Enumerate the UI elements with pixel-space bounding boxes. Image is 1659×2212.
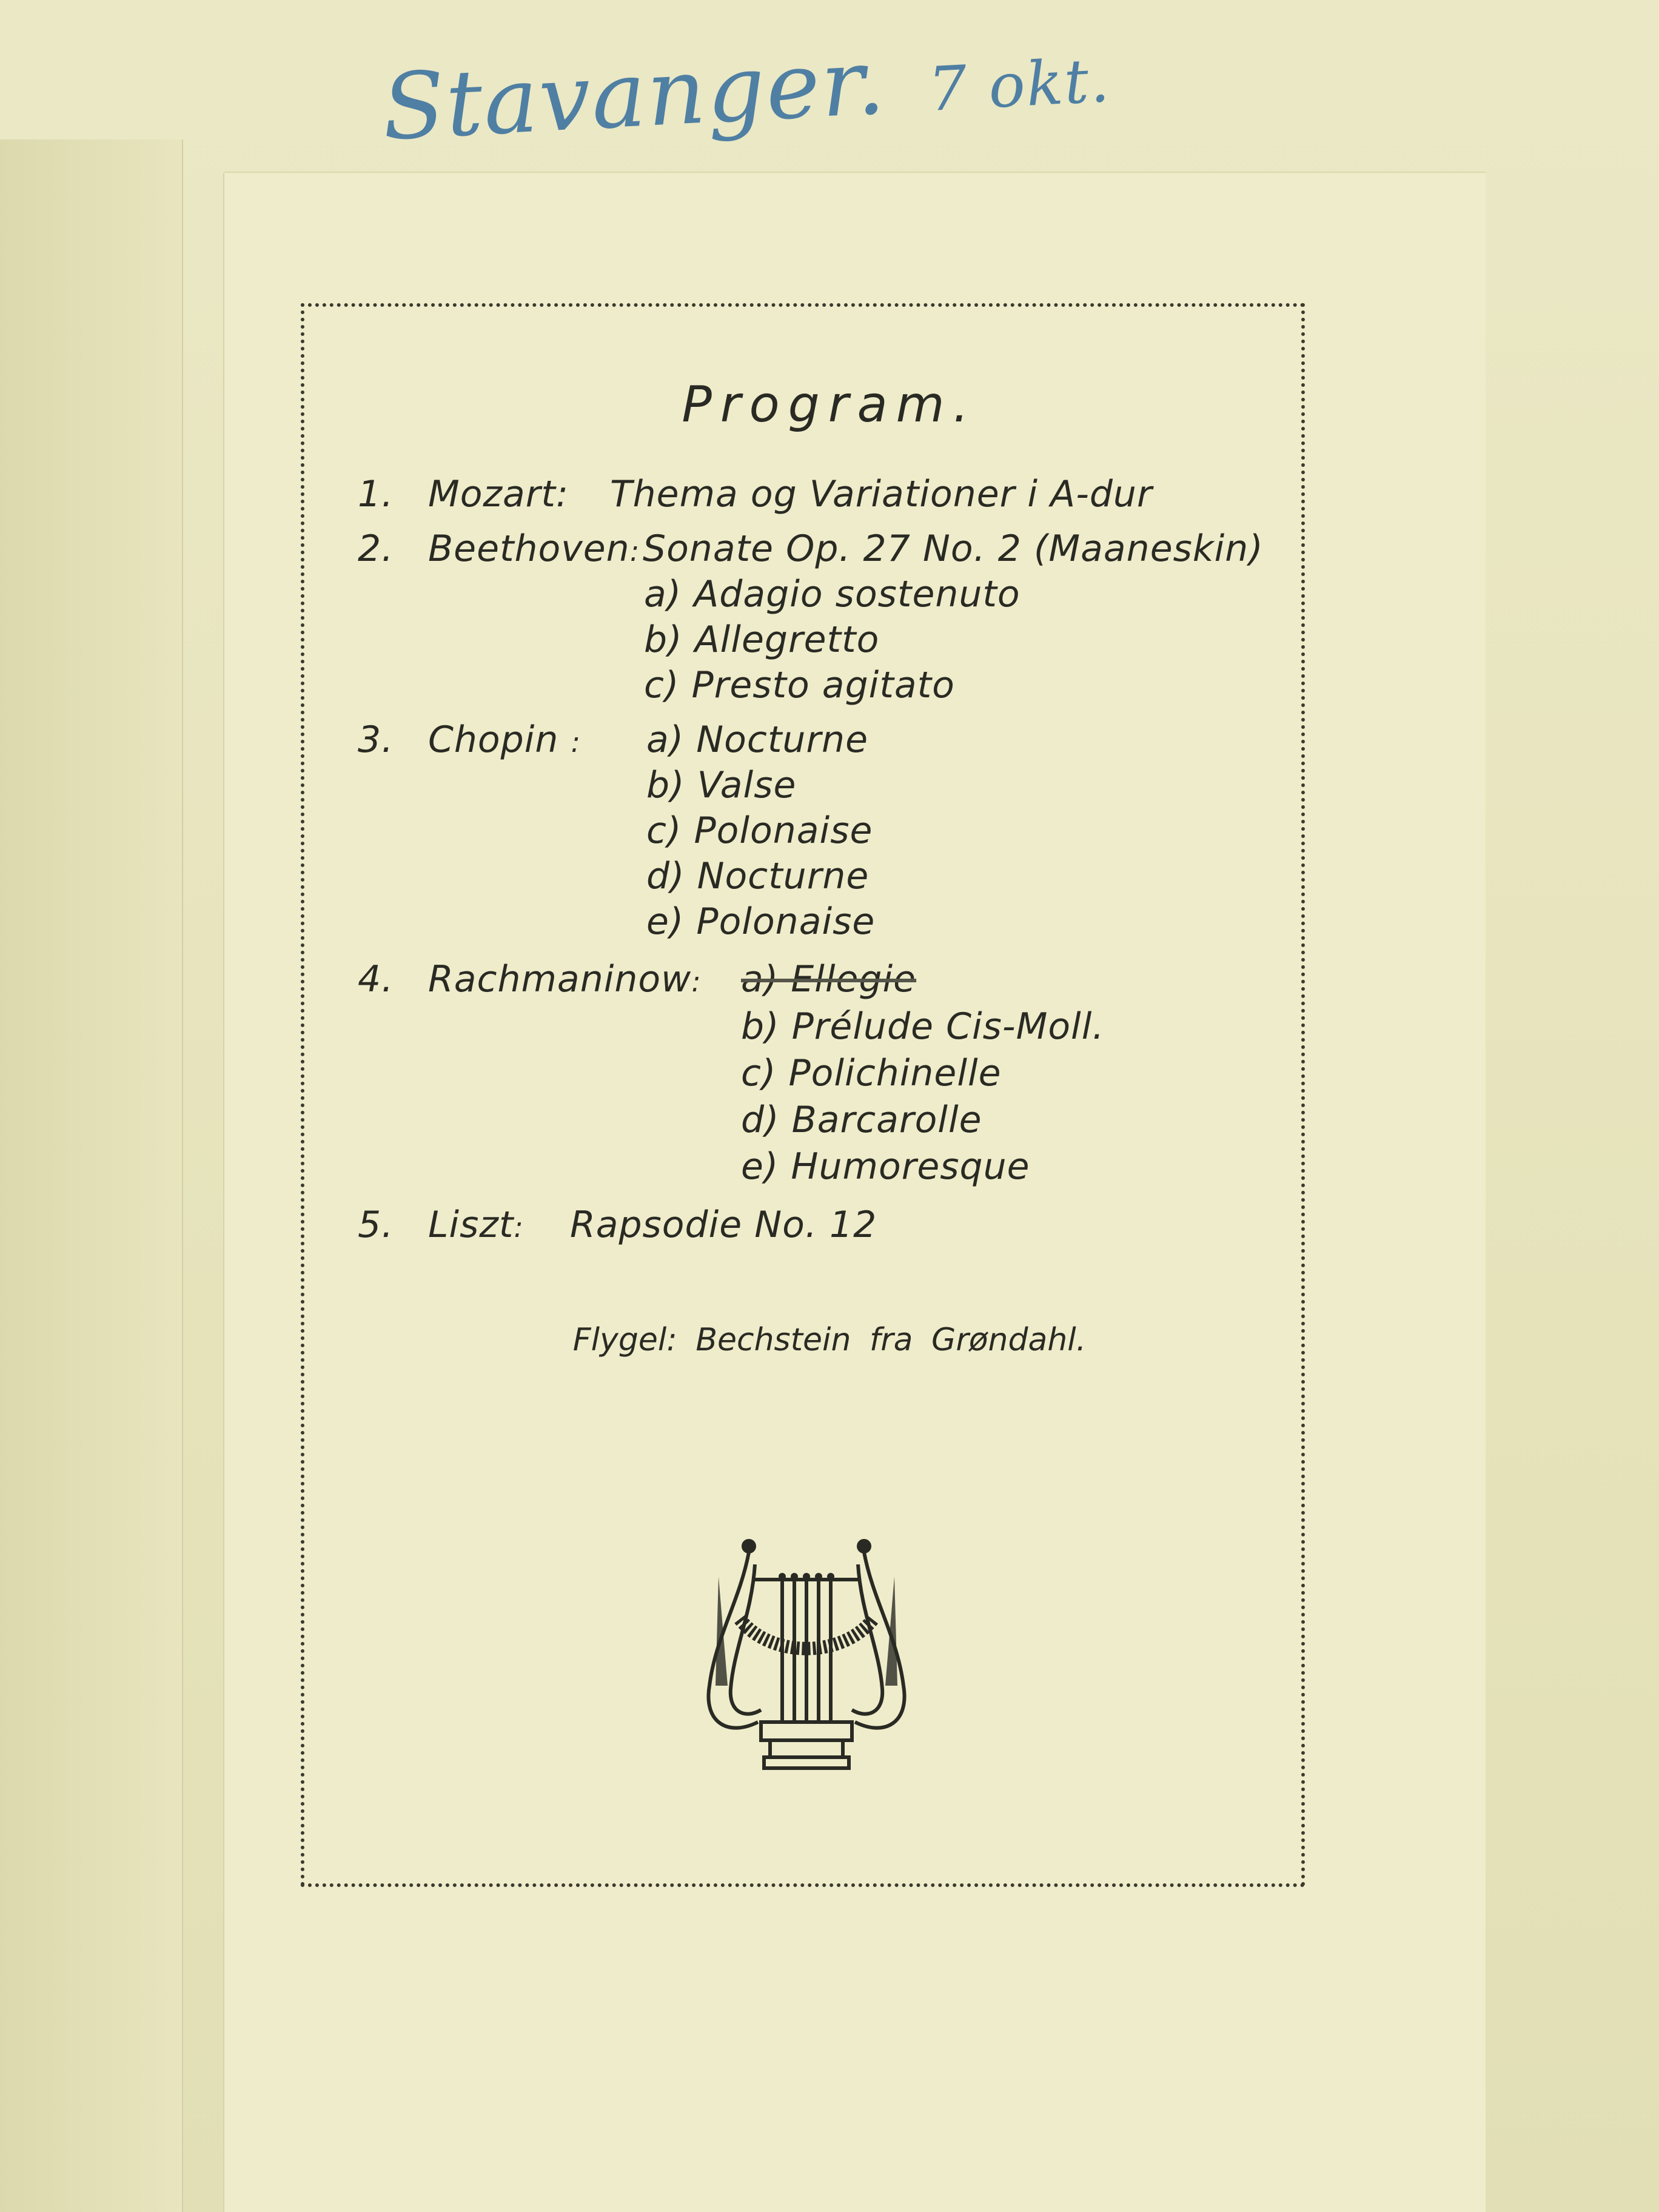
item-2-composer-line bbox=[428, 528, 655, 570]
item-4-part-c: c) Polichinelle bbox=[741, 1052, 1002, 1094]
item-3-part-a: a) Nocturne bbox=[646, 719, 868, 761]
item-4-number: 4. bbox=[358, 958, 394, 1000]
item-2-separator: : bbox=[629, 535, 640, 568]
item-2-part-c: c) Presto agitato bbox=[644, 664, 955, 706]
item-2-composer: Beethoven bbox=[428, 528, 630, 570]
item-1-composer: Mozart: bbox=[428, 473, 569, 515]
lyre-icon bbox=[703, 1528, 910, 1777]
item-5-separator: : bbox=[514, 1211, 524, 1244]
item-1-number: 1. bbox=[358, 473, 394, 515]
item-3-separator: : bbox=[571, 726, 581, 759]
item-3-part-e: e) Polonaise bbox=[646, 900, 876, 943]
item-4-part-a: a) Ellegie bbox=[741, 958, 917, 1000]
item-5-number: 5. bbox=[358, 1204, 394, 1246]
item-4-part-b: b) Prélude Cis-Moll. bbox=[741, 1005, 1105, 1048]
item-2-part-b: b) Allegretto bbox=[644, 618, 880, 661]
item-5-work: Rapsodie No. 12 bbox=[570, 1204, 877, 1246]
item-5-composer-line bbox=[428, 1204, 540, 1246]
handwritten-place: Stavanger. bbox=[380, 29, 889, 161]
folder-left-edge bbox=[0, 139, 183, 2212]
item-3-part-d: d) Nocturne bbox=[646, 855, 870, 897]
item-3-number: 3. bbox=[358, 719, 394, 761]
item-3-composer-line bbox=[428, 719, 597, 761]
item-4-composer-line bbox=[428, 958, 717, 1000]
item-3-composer: Chopin bbox=[428, 719, 559, 761]
item-4-separator: : bbox=[691, 965, 702, 998]
item-1-work: Thema og Variationer i A-dur bbox=[610, 473, 1153, 515]
item-2-part-a: a) Adagio sostenuto bbox=[644, 573, 1021, 615]
item-4-composer: Rachmaninow bbox=[428, 958, 692, 1000]
item-3-part-c: c) Polonaise bbox=[646, 809, 873, 852]
item-2-number: 2. bbox=[358, 528, 394, 570]
item-4-part-e: e) Humoresque bbox=[741, 1145, 1030, 1188]
item-5-composer: Liszt bbox=[428, 1204, 514, 1246]
item-3-part-b: b) Valse bbox=[646, 764, 797, 806]
piano-credit: Flygel: Bechstein fra Grøndahl. bbox=[572, 1322, 1087, 1358]
item-2-work: Sonate Op. 27 No. 2 (Maaneskin) bbox=[643, 528, 1264, 570]
program-title: Program. bbox=[682, 376, 977, 434]
item-4-part-d: d) Barcarolle bbox=[741, 1099, 982, 1141]
handwritten-date: 7 okt. bbox=[927, 44, 1112, 126]
